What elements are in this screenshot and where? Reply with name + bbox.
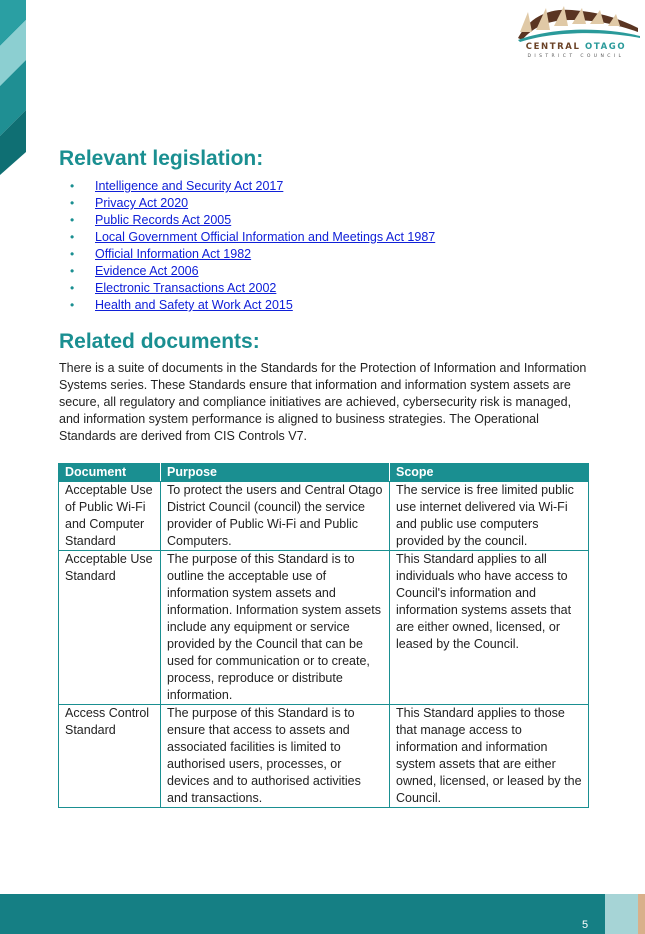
- cell-document: Acceptable Use of Public Wi-Fi and Computer Standard: [59, 482, 161, 551]
- table-header-row: [59, 464, 589, 482]
- legislation-link[interactable]: Privacy Act 2020: [95, 196, 189, 210]
- bullet-icon: •: [70, 179, 75, 193]
- table-row: [59, 482, 589, 551]
- logo-subline: DISTRICT COUNCIL: [527, 54, 625, 59]
- bullet-icon: •: [70, 247, 75, 261]
- column-header-scope: Scope: [390, 464, 589, 482]
- column-header-document: Document: [59, 464, 161, 482]
- corner-decoration: [0, 0, 26, 175]
- legislation-link[interactable]: Health and Safety at Work Act 2015: [95, 298, 293, 312]
- legislation-link[interactable]: Public Records Act 2005: [95, 213, 232, 227]
- cell-scope: This Standard applies to those that manage access to information and information system assets that are either owned, licensed, or leased by the Council.: [390, 705, 589, 808]
- legislation-link[interactable]: Evidence Act 2006: [95, 264, 199, 278]
- legislation-heading: Relevant legislation:: [59, 147, 264, 170]
- related-intro-paragraph: There is a suite of documents in the Standards for the Protection of Information and Information Systems series. These Standards ensure that information and information system assets are secure, all regulatory and compliance initiatives are achieved, cybersecurity risk is managed, and information system performance is aligned to business strategies. The Operational Standards are derived from CIS Controls V7.: [59, 361, 587, 443]
- cell-scope: This Standard applies to all individuals who have access to Council's information and information systems assets that are either owned, licensed, or leased by the Council.: [390, 551, 589, 705]
- related-documents-heading: Related documents:: [59, 330, 260, 353]
- footer-accent-light: [605, 894, 638, 934]
- cell-purpose: The purpose of this Standard is to ensure that access to assets and associated facilities is limited to authorised users, processes, or devices and to authorised activities and transactions.: [161, 705, 390, 808]
- cell-purpose: To protect the users and Central Otago District Council (council) the service provider of Public Wi-Fi and Public Computers.: [161, 482, 390, 551]
- bullet-icon: •: [70, 213, 75, 227]
- bullet-icon: •: [70, 281, 75, 295]
- table-row: [59, 705, 589, 808]
- footer-bar: [0, 894, 605, 934]
- cell-purpose: The purpose of this Standard is to outline the acceptable use of information system assets and information. Information system assets include any equipment or service provided by the Council that can be used for communication or to create, process, reproduce or distribute information.: [161, 551, 390, 705]
- mountain-logo-icon: [510, 2, 642, 42]
- cell-document: Access Control Standard: [59, 705, 161, 808]
- table-row: [59, 551, 589, 705]
- footer-accent-tan: [638, 894, 645, 934]
- page-number: 5: [581, 919, 589, 931]
- legislation-link[interactable]: Official Information Act 1982: [95, 247, 252, 261]
- bullet-icon: •: [70, 230, 75, 244]
- legislation-link[interactable]: Electronic Transactions Act 2002: [95, 281, 277, 295]
- column-header-purpose: Purpose: [161, 464, 390, 482]
- cell-scope: The service is free limited public use internet delivered via Wi-Fi and public use computers provided by the council.: [390, 482, 589, 551]
- cell-document: Acceptable Use Standard: [59, 551, 161, 705]
- bullet-icon: •: [70, 298, 75, 312]
- logo-brand-text: CENTRAL OTAGO: [525, 42, 627, 52]
- legislation-link[interactable]: Local Government Official Information and Meetings Act 1987: [95, 230, 436, 244]
- council-logo: [510, 2, 642, 62]
- bullet-icon: •: [70, 196, 75, 210]
- bullet-icon: •: [70, 264, 75, 278]
- legislation-link[interactable]: Intelligence and Security Act 2017: [95, 179, 284, 193]
- documents-table: [58, 463, 589, 808]
